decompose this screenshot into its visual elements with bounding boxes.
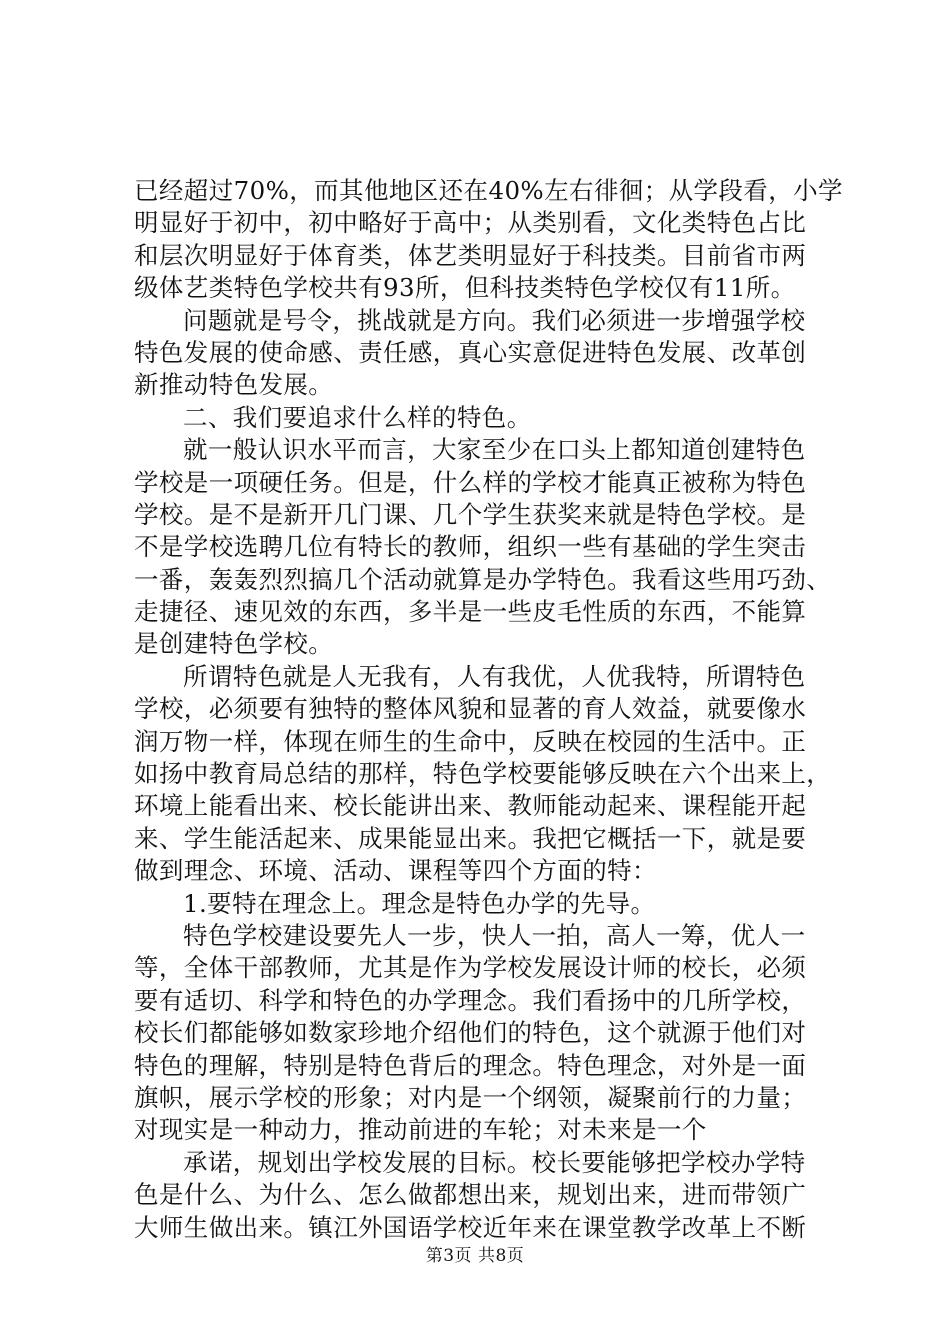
- text-line: 做到理念、环境、活动、课程等四个方面的特：: [134, 856, 657, 886]
- text-line: 学校是一项硬任务。但是，什么样的学校才能真正被称为特色: [134, 467, 807, 497]
- text-line: 1.要特在理念上。理念是特色办学的先导。: [183, 888, 656, 918]
- page-footer: 第3页 共8页: [425, 1246, 525, 1266]
- text-line: 环境上能看出来、校长能讲出来、教师能动起来、课程能开起: [134, 791, 807, 821]
- text-line: 新推动特色发展。: [134, 370, 334, 400]
- text-line: 是创建特色学校。: [134, 629, 334, 659]
- body-text: [134, 175, 843, 1244]
- text-line: 校长们都能够如数家珍地介绍他们的特色，这个就源于他们对: [134, 1018, 807, 1048]
- text-line: 学校。是不是新开几门课、几个学生获奖来就是特色学校。是: [134, 499, 807, 529]
- text-line: 特色学校建设要先人一步，快人一拍，高人一筹，优人一: [183, 920, 806, 950]
- text-line: 特色发展的使命感、责任感，真心实意促进特色发展、改革创: [134, 337, 807, 367]
- text-line: 一番，轰轰烈烈搞几个活动就算是办学特色。我看这些用巧劲、: [134, 564, 832, 594]
- text-line: 润万物一样，体现在师生的生命中，反映在校园的生活中。正: [134, 726, 807, 756]
- text-line: 已经超过70%，而其他地区还在40%左右徘徊；从学段看，小学: [134, 176, 843, 205]
- text-line: 对现实是一种动力，推动前进的车轮；对未来是一个: [134, 1115, 707, 1145]
- text-line: 问题就是号令，挑战就是方向。我们必须进一步增强学校: [183, 305, 806, 335]
- text-line: 和层次明显好于体育类，体艺类明显好于科技类。目前省市两: [134, 240, 807, 270]
- text-line: 不是学校选聘几位有特长的教师，组织一些有基础的学生突击: [134, 532, 807, 562]
- text-line: 所谓特色就是人无我有，人有我优，人优我特，所谓特色: [183, 661, 806, 691]
- text-line: 大师生做出来。镇江外国语学校近年来在课堂教学改革上不断: [134, 1212, 807, 1242]
- text-line: 承诺，规划出学校发展的目标。校长要能够把学校办学特: [183, 1147, 806, 1177]
- text-line: 级体艺类特色学校共有93所，但科技类特色学校仅有11所。: [134, 273, 796, 303]
- text-line: 特色的理解，特别是特色背后的理念。特色理念，对外是一面: [134, 1050, 807, 1080]
- text-line: 旗帜，展示学校的形象；对内是一个纲领，凝聚前行的力量；: [134, 1082, 807, 1112]
- text-line: 来、学生能活起来、成果能显出来。我把它概括一下，就是要: [134, 823, 807, 853]
- text-line: 二、我们要追求什么样的特色。: [183, 402, 532, 432]
- text-line: 如扬中教育局总结的那样，特色学校要能够反映在六个出来上，: [134, 759, 832, 789]
- text-line: 色是什么、为什么、怎么做都想出来，规划出来，进而带领广: [134, 1180, 807, 1210]
- text-line: 学校，必须要有独特的整体风貌和显著的育人效益，就要像水: [134, 694, 807, 724]
- text-line: 要有适切、科学和特色的办学理念。我们看扬中的几所学校，: [134, 985, 807, 1015]
- text-line: 走捷径、速见效的东西，多半是一些皮毛性质的东西，不能算: [134, 597, 807, 627]
- text-line: 等，全体干部教师，尤其是作为学校发展设计师的校长，必须: [134, 953, 807, 983]
- text-line: 明显好于初中，初中略好于高中；从类别看，文化类特色占比: [134, 208, 807, 238]
- text-line: 就一般认识水平而言，大家至少在口头上都知道创建特色: [183, 435, 806, 465]
